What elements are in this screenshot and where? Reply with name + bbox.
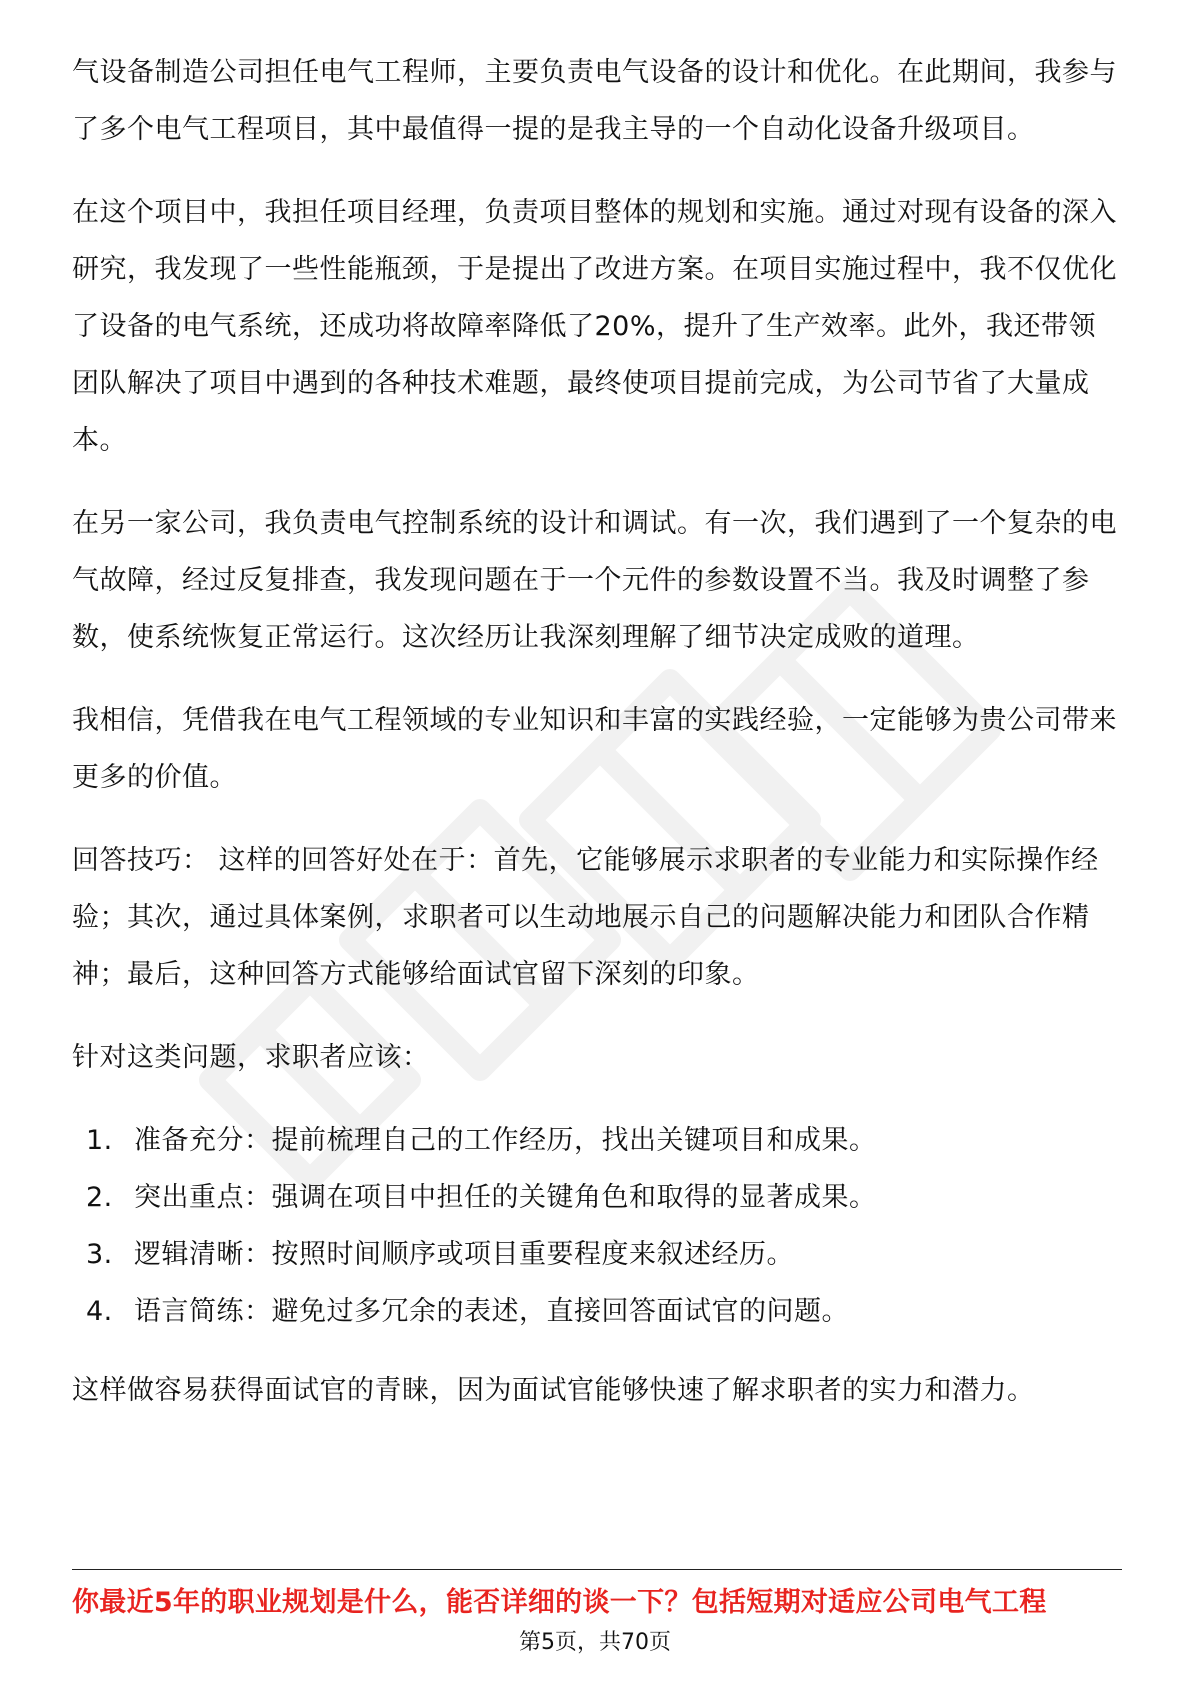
paragraph-answer-tips: 回答技巧： 这样的回答好处在于：首先，它能够展示求职者的专业能力和实际操作经验；其次，通过具体案例，求职者可以生动地展示自己的问题解决能力和团队合作精神；最后，这种回答方式能够给面试官留下深刻的印象。: [72, 845, 1099, 990]
list-item-text: 语言简练：避免过多冗余的表述，直接回答面试官的问题。: [134, 1296, 849, 1327]
list-item-number: 3.: [86, 1239, 113, 1270]
list-item: [72, 1169, 1122, 1226]
list-item: [72, 1226, 1122, 1283]
document-body: [72, 44, 1122, 1445]
paragraph-control-system: 在另一家公司，我负责电气控制系统的设计和调试。有一次，我们遇到了一个复杂的电气故障，经过反复排查，我发现问题在于一个元件的参数设置不当。我及时调整了参数，使系统恢复正常运行。这次经历让我深刻理解了细节决定成败的道理。: [72, 508, 1117, 653]
list-item-number: 2.: [86, 1182, 113, 1213]
list-item-text: 逻辑清晰：按照时间顺序或项目重要程度来叙述经历。: [134, 1239, 794, 1270]
list-item: [72, 1283, 1122, 1340]
page-number: 第5页，共70页: [519, 1630, 671, 1655]
paragraph-closing: 这样做容易获得面试官的青睐，因为面试官能够快速了解求职者的实力和潜力。: [72, 1375, 1035, 1406]
list-item: [72, 1112, 1122, 1169]
paragraph-project-manager: 在这个项目中，我担任项目经理，负责项目整体的规划和实施。通过对现有设备的深入研究，我发现了一些性能瓶颈，于是提出了改进方案。在项目实施过程中，我不仅优化了设备的电气系统，还成功将故障率降低了20%，提升了生产效率。此外，我还带领团队解决了项目中遇到的各种技术难题，最终使项目提前完成，为公司节省了大量成本。: [72, 197, 1117, 456]
list-item-text: 准备充分：提前梳理自己的工作经历，找出关键项目和成果。: [134, 1125, 877, 1156]
footer-divider: [72, 1569, 1122, 1570]
next-question-heading: 你最近5年的职业规划是什么，能否详细的谈一下？包括短期对适应公司电气工程: [72, 1587, 1047, 1618]
paragraph-list-intro: 针对这类问题，求职者应该：: [72, 1042, 430, 1073]
list-item-text: 突出重点：强调在项目中担任的关键角色和取得的显著成果。: [134, 1182, 877, 1213]
list-item-number: 1.: [86, 1125, 113, 1156]
paragraph-experience-intro: 气设备制造公司担任电气工程师，主要负责电气设备的设计和优化。在此期间，我参与了多个电气工程项目，其中最值得一提的是我主导的一个自动化设备升级项目。: [72, 57, 1117, 145]
list-item-number: 4.: [86, 1296, 113, 1327]
advice-list: [72, 1112, 1122, 1340]
paragraph-belief: 我相信，凭借我在电气工程领域的专业知识和丰富的实践经验，一定能够为贵公司带来更多的价值。: [72, 705, 1117, 793]
